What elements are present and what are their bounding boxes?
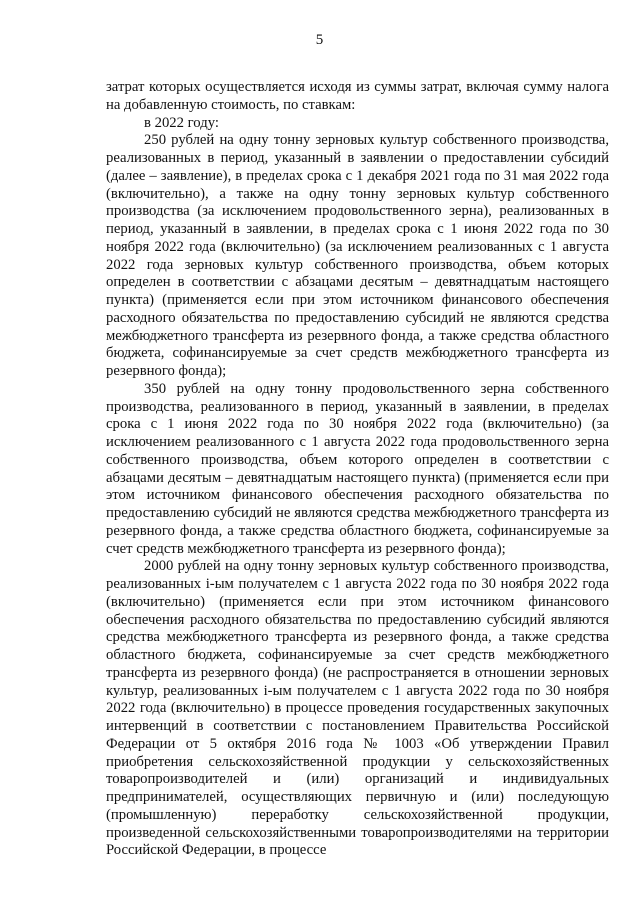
paragraph-rate-250: 250 рублей на одну тонну зерновых культур собственного производства, реализованных в период, указанный в заявлении о предоставлении субсидий (далее – заявление), в пределах срока с 1 декабря 2021 года по 31 мая 2022 года (включительно), а также на одну тонну зерновых культур собственного производства (за исключением продовольственного зерна), реализованных в период, указанный в заявлении, в пределах срока с 1 июня 2022 года по 30 ноября 2022 года (включительно) (за исключением реализованных с 1 августа 2022 года зерновых культур собственного производства, объем которых определен в соответствии с абзацами десятым – девятнадцатым настоящего пункта) (применяется если при этом источником финансового обеспечения расходного обязательства по предоставлению субсидий не являются средства межбюджетного трансферта из резервного фонда, а также средства областного бюджета, софинансируемые за счет средств межбюджетного трансферта из резервного фонда); bbox=[106, 132, 609, 379]
page-number: 5 bbox=[315, 32, 324, 48]
paragraph-rate-350: 350 рублей на одну тонну продовольственного зерна собственного производства, реализованного в период, указанный в заявлении, в пределах срока с 1 июня 2022 года по 30 ноября 2022 года (включительно) (за исключением реализованного с 1 августа 2022 года продовольственного зерна собственного производства, объем которого определен в соответствии с абзацами десятым – девятнадцатым настоящего пункта) (применяется если при этом источником финансового обеспечения расходного обязательства по предоставлению субсидий не являются средства межбюджетного трансферта из резервного фонда, а также средства областного бюджета, софинансируемые за счет средств межбюджетного трансферта из резервного фонда); bbox=[106, 380, 609, 557]
paragraph-rates-intro: затрат которых осуществляется исходя из суммы затрат, включая сумму налога на добавленную стоимость, по ставкам: bbox=[106, 79, 609, 113]
paragraph-year-2022: в 2022 году: bbox=[144, 114, 219, 131]
paragraph-rate-2000: 2000 рублей на одну тонну зерновых культур собственного производства, реализованных i-ым получателем с 1 августа 2022 года по 30 ноября 2022 года (включительно) (применяется если при этом источником финансового обеспечения расходного обязательства по предоставлению субсидий являются средства межбюджетного трансферта из резервного фонда, а также средства областного бюджета, софинансируемые за счет средств межбюджетного трансферта из резервного фонда) (не распространяется в отношении зерновых культур, реализованных i-ым получателем с 1 августа 2022 года по 30 ноября 2022 года (включительно) в процессе проведения государственных закупочных интервенций в соответствии с постановлением Правительства Российской Федерации от 5 октября 2016 года № 1003 «Об утверждении Правил приобретения сельскохозяйственной продукции у сельскохозяйственных товаропроизводителей и (или) организаций и индивидуальных предпринимателей, осуществляющих первичную и (или) последующую (промышленную) переработку сельскохозяйственной продукции, произведенной сельскохозяйственными товаропроизводителями на территории Российской Федерации, в процессе bbox=[106, 558, 609, 859]
document-body bbox=[106, 79, 609, 860]
